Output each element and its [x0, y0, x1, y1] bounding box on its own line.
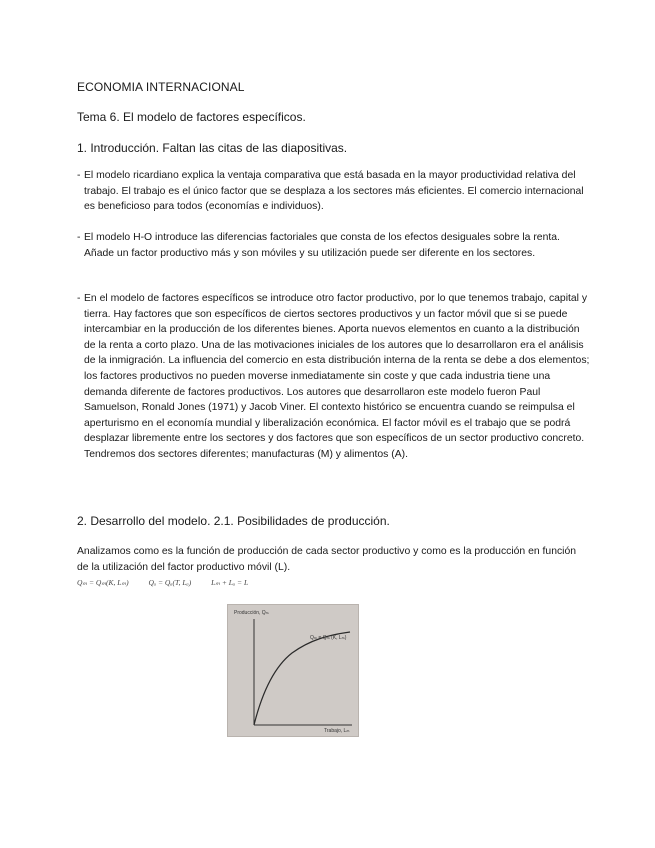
theme-heading: Tema 6. El modelo de factores específicos. — [77, 110, 306, 124]
bullet-ricardian — [77, 168, 592, 215]
formula-labor: Lₘ + Lₐ = L — [211, 578, 249, 587]
formula-manufactures: Qₘ = Qₘ(K, Lₘ) — [77, 578, 129, 587]
bullet-text: El modelo H-O introduce las diferencias factoriales que consta de los efectos desiguales sobre la renta. Añade un factor productivo más y son móviles y su utilización puede ser diferente en los sectores. — [84, 232, 560, 259]
bullet-dash: - — [77, 170, 81, 181]
section-1-heading: 1. Introducción. Faltan las citas de las diapositivas. — [77, 141, 348, 155]
bullet-dash: - — [77, 293, 81, 304]
production-curve — [254, 632, 350, 725]
document-title: ECONOMIA INTERNACIONAL — [77, 80, 245, 94]
formula-food: Qₐ = Qₐ(T, Lₐ) — [148, 578, 192, 587]
bullet-text: En el modelo de factores específicos se introduce otro factor productivo, por lo que tenemos trabajo, capital y tierra. Hay factores que son específicos de ciertos sectores productivos y un factor móvil que si se puede intercambiar en la producción de los diferentes bienes. Aporta nuevos elementos en cuanto a la distribución de la renta a corto plazo. Una de las motivaciones iniciales de los autores que lo desarrollaron era el análisis de la inmigración. La influencia del comercio en esta distribución interna de la renta se debe a dos elementos; los factores productivos no pueden moverse inmediatamente sin coste y que cada industria tiene una demanda diferente de factores productivos. Los autores que desarrollaron este modelo fueron Paul Samuelson, Ronald Jones (1971) y Jacob Viner. El contexto histórico se encuentra cuando se reimpulsa el aperturismo en el economía mundial y liberalización económica. El factor móvil es el trabajo que se podrá desplazar libremente entre los sectores y dos factores que son específicos de un sector productivo concreto. Tendremos dos sectores diferentes; manufacturas (M) y alimentos (A). — [84, 293, 590, 460]
section-2-heading: 2. Desarrollo del modelo. 2.1. Posibilidades de producción. — [77, 514, 390, 528]
production-formulas — [77, 578, 266, 587]
figure-curve-label: Qₘ = Qₘ (K, Lₘ) — [310, 635, 347, 641]
bullet-specific-factors — [77, 291, 592, 463]
bullet-ho-model — [77, 230, 592, 261]
figure-y-label: Producción, Qₘ — [234, 610, 269, 616]
production-curve-svg — [228, 605, 358, 736]
figure-x-label: Trabajo, Lₘ — [324, 728, 350, 734]
bullet-dash: - — [77, 232, 81, 243]
analysis-paragraph: Analizamos como es la función de producción de cada sector productivo y como es la producción en función de la utilización del factor productivo móvil (L). — [77, 546, 577, 573]
production-function-figure — [227, 604, 359, 737]
bullet-text: El modelo ricardiano explica la ventaja comparativa que está basada en la mayor productividad relativa del trabajo. El trabajo es el único factor que se desplaza a los sectores más eficientes. El comercio internacional es beneficioso para todos (economías e individuos). — [84, 170, 584, 213]
